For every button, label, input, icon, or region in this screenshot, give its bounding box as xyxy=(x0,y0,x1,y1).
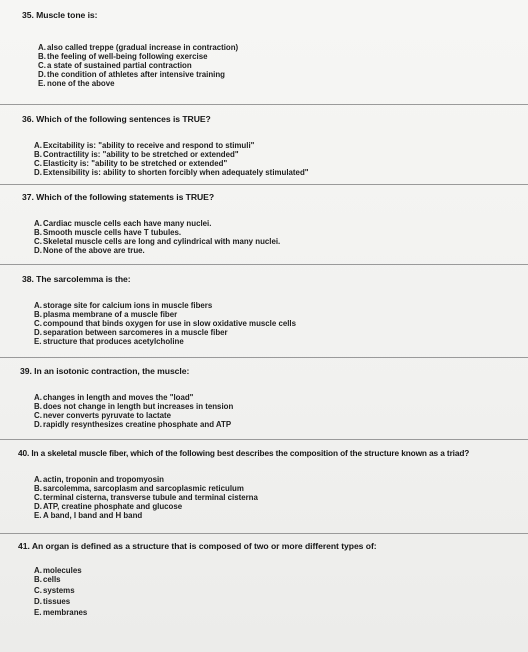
option-letter: C. xyxy=(34,586,42,595)
answer-option-c[interactable] xyxy=(34,494,258,502)
question-stem: 38. The sarcolemma is the: xyxy=(22,274,131,284)
option-letter: A. xyxy=(34,566,42,575)
question-divider xyxy=(0,184,528,185)
option-text: storage site for calcium ions in muscle fibers xyxy=(43,301,213,310)
option-letter: B. xyxy=(34,484,42,493)
answer-option-b[interactable] xyxy=(34,403,233,411)
option-text: plasma membrane of a muscle fiber xyxy=(43,310,178,319)
answer-option-d[interactable] xyxy=(34,247,145,255)
question-divider xyxy=(0,104,528,105)
option-text: Cardiac muscle cells each have many nuclei. xyxy=(43,219,212,228)
option-text: separation between sarcomeres in a muscle fiber xyxy=(43,328,228,337)
answer-option-a[interactable] xyxy=(34,220,211,228)
answer-option-c[interactable] xyxy=(38,62,192,70)
option-letter: C. xyxy=(34,319,42,328)
question-divider xyxy=(0,533,528,534)
question-stem: 39. In an isotonic contraction, the muscle: xyxy=(20,366,190,376)
option-letter: C. xyxy=(34,411,42,420)
option-text: None of the above are true. xyxy=(43,246,145,255)
answer-option-e[interactable] xyxy=(34,512,142,520)
option-text: changes in length and moves the "load" xyxy=(43,393,194,402)
question-stem: 35. Muscle tone is: xyxy=(22,10,98,20)
answer-option-b[interactable] xyxy=(34,311,177,319)
question-divider xyxy=(0,264,528,265)
option-text: terminal cisterna, transverse tubule and terminal cisterna xyxy=(43,493,258,502)
answer-option-a[interactable] xyxy=(34,302,212,310)
option-text: Elasticity is: "ability to be stretched or extended" xyxy=(43,159,228,168)
option-text: also called treppe (gradual increase in contraction) xyxy=(47,43,239,52)
question-stem: 41. An organ is defined as a structure that is composed of two or more different types of: xyxy=(18,541,377,551)
option-text: rapidly resynthesizes creatine phosphate and ATP xyxy=(43,420,232,429)
answer-option-c[interactable] xyxy=(34,412,171,420)
answer-option-a[interactable] xyxy=(34,476,164,484)
answer-option-e[interactable] xyxy=(34,338,184,346)
option-text: A band, I band and H band xyxy=(43,511,143,520)
answer-option-c[interactable] xyxy=(34,320,296,328)
option-letter: B. xyxy=(34,228,42,237)
question-stem: 37. Which of the following statements is TRUE? xyxy=(22,192,215,202)
option-letter: D. xyxy=(34,420,42,429)
option-letter: A. xyxy=(34,219,42,228)
option-text: systems xyxy=(43,586,75,595)
answer-option-b[interactable] xyxy=(38,53,207,61)
option-letter: A. xyxy=(34,141,42,150)
question-stem: 40. In a skeletal muscle fiber, which of the following best describes the composition of the structure known as a triad? xyxy=(18,448,470,458)
answer-option-b[interactable] xyxy=(34,576,61,584)
option-text: a state of sustained partial contraction xyxy=(47,61,192,70)
option-letter: A. xyxy=(34,301,42,310)
option-letter: A. xyxy=(38,43,46,52)
option-letter: E. xyxy=(34,511,42,520)
option-text: actin, troponin and tropomyosin xyxy=(43,475,164,484)
option-text: ATP, creatine phosphate and glucose xyxy=(43,502,183,511)
option-text: the feeling of well-being following exercise xyxy=(47,52,208,61)
answer-option-a[interactable] xyxy=(34,142,254,150)
option-letter: E. xyxy=(34,337,42,346)
answer-option-a[interactable] xyxy=(34,567,82,575)
answer-option-b[interactable] xyxy=(34,229,181,237)
option-letter: D. xyxy=(34,246,42,255)
option-letter: D. xyxy=(38,70,46,79)
option-text: none of the above xyxy=(47,79,115,88)
option-letter: C. xyxy=(34,237,42,246)
option-text: tissues xyxy=(43,597,71,606)
answer-option-d[interactable] xyxy=(38,71,225,79)
option-text: Extensibility is: ability to shorten forcibly when adequately stimulated" xyxy=(43,168,309,177)
answer-option-d[interactable] xyxy=(34,421,231,429)
answer-option-d[interactable] xyxy=(34,598,70,606)
answer-option-c[interactable] xyxy=(34,160,227,168)
option-text: Excitability is: "ability to receive and respond to stimuli" xyxy=(43,141,255,150)
answer-option-d[interactable] xyxy=(34,329,228,337)
answer-option-a[interactable] xyxy=(38,44,238,52)
option-text: never converts pyruvate to lactate xyxy=(43,411,172,420)
option-text: cells xyxy=(43,575,61,584)
option-text: Smooth muscle cells have T tubules. xyxy=(43,228,182,237)
option-text: does not change in length but increases in tension xyxy=(43,402,234,411)
option-letter: B. xyxy=(34,310,42,319)
option-text: compound that binds oxygen for use in slow oxidative muscle cells xyxy=(43,319,296,328)
answer-option-b[interactable] xyxy=(34,151,239,159)
question-stem: 36. Which of the following sentences is TRUE? xyxy=(22,114,211,124)
option-text: the condition of athletes after intensive training xyxy=(47,70,225,79)
answer-option-c[interactable] xyxy=(34,587,75,595)
option-text: Contractility is: "ability to be stretched or extended" xyxy=(43,150,239,159)
option-letter: B. xyxy=(34,150,42,159)
option-text: membranes xyxy=(43,608,88,617)
option-letter: C. xyxy=(34,493,42,502)
answer-option-c[interactable] xyxy=(34,238,280,246)
option-letter: D. xyxy=(34,328,42,337)
option-letter: D. xyxy=(34,502,42,511)
answer-option-d[interactable] xyxy=(34,169,309,177)
question-divider xyxy=(0,357,528,358)
option-letter: B. xyxy=(34,402,42,411)
answer-option-e[interactable] xyxy=(34,609,87,617)
option-text: structure that produces acetylcholine xyxy=(43,337,184,346)
option-letter: A. xyxy=(34,475,42,484)
option-letter: E. xyxy=(34,608,42,617)
option-text: molecules xyxy=(43,566,82,575)
option-letter: C. xyxy=(38,61,46,70)
option-letter: D. xyxy=(34,168,42,177)
option-text: Skeletal muscle cells are long and cylindrical with many nuclei. xyxy=(43,237,281,246)
answer-option-b[interactable] xyxy=(34,485,244,493)
question-divider xyxy=(0,439,528,440)
answer-option-d[interactable] xyxy=(34,503,182,511)
option-letter: B. xyxy=(38,52,46,61)
option-letter: B. xyxy=(34,575,42,584)
option-letter: D. xyxy=(34,597,42,606)
answer-option-e[interactable] xyxy=(38,80,115,88)
option-letter: E. xyxy=(38,79,46,88)
option-letter: A. xyxy=(34,393,42,402)
option-text: sarcolemma, sarcoplasm and sarcoplasmic reticulum xyxy=(43,484,244,493)
option-letter: C. xyxy=(34,159,42,168)
answer-option-a[interactable] xyxy=(34,394,193,402)
